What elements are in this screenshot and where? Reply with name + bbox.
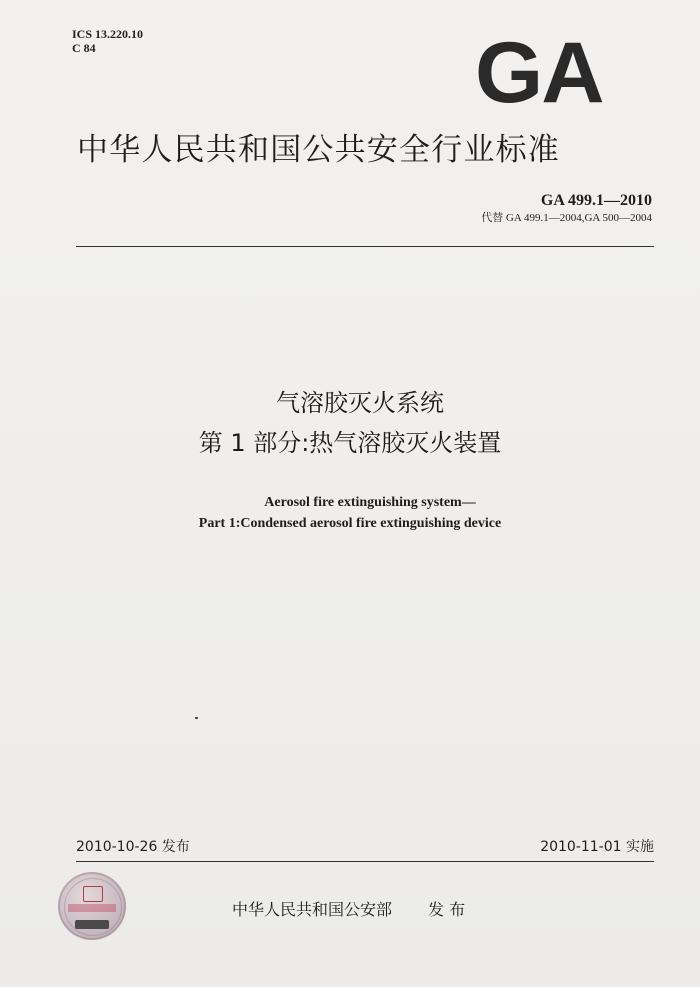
- standard-number-block: [481, 192, 652, 226]
- ccs-code: C 84: [72, 41, 96, 55]
- bottom-divider: [76, 861, 654, 862]
- ga-logo: GA: [475, 25, 603, 121]
- anti-counterfeit-seal-icon: [58, 872, 126, 940]
- replaces-note: 代替 GA 499.1—2004,GA 500—2004: [481, 212, 652, 224]
- ics-code: ICS 13.220.10: [72, 27, 144, 41]
- standard-category-title: 中华人民共和国公共安全行业标准: [77, 132, 560, 168]
- chinese-title-line1: 气溶胶灭火系统: [276, 389, 444, 417]
- standard-number: GA 499.1—2010: [540, 192, 652, 209]
- chinese-title: [0, 383, 700, 463]
- implementation-date: 2010-11-01 实施: [540, 839, 654, 855]
- publisher-name: 中华人民共和国公安部: [232, 900, 393, 919]
- english-title: [0, 492, 700, 534]
- publisher-action: 发 布: [428, 900, 466, 919]
- print-speck: [195, 717, 198, 719]
- chinese-title-line2: 第 1 部分:热气溶胶灭火装置: [198, 429, 502, 457]
- english-title-line2: Part 1:Condensed aerosol fire extinguishing device: [198, 516, 502, 531]
- issue-date: 2010-10-26 发布: [76, 839, 190, 855]
- classification-codes: [72, 27, 143, 55]
- top-divider: [76, 246, 654, 247]
- publisher-line: [232, 900, 465, 920]
- english-title-line1: Aerosol fire extinguishing system—: [264, 495, 476, 510]
